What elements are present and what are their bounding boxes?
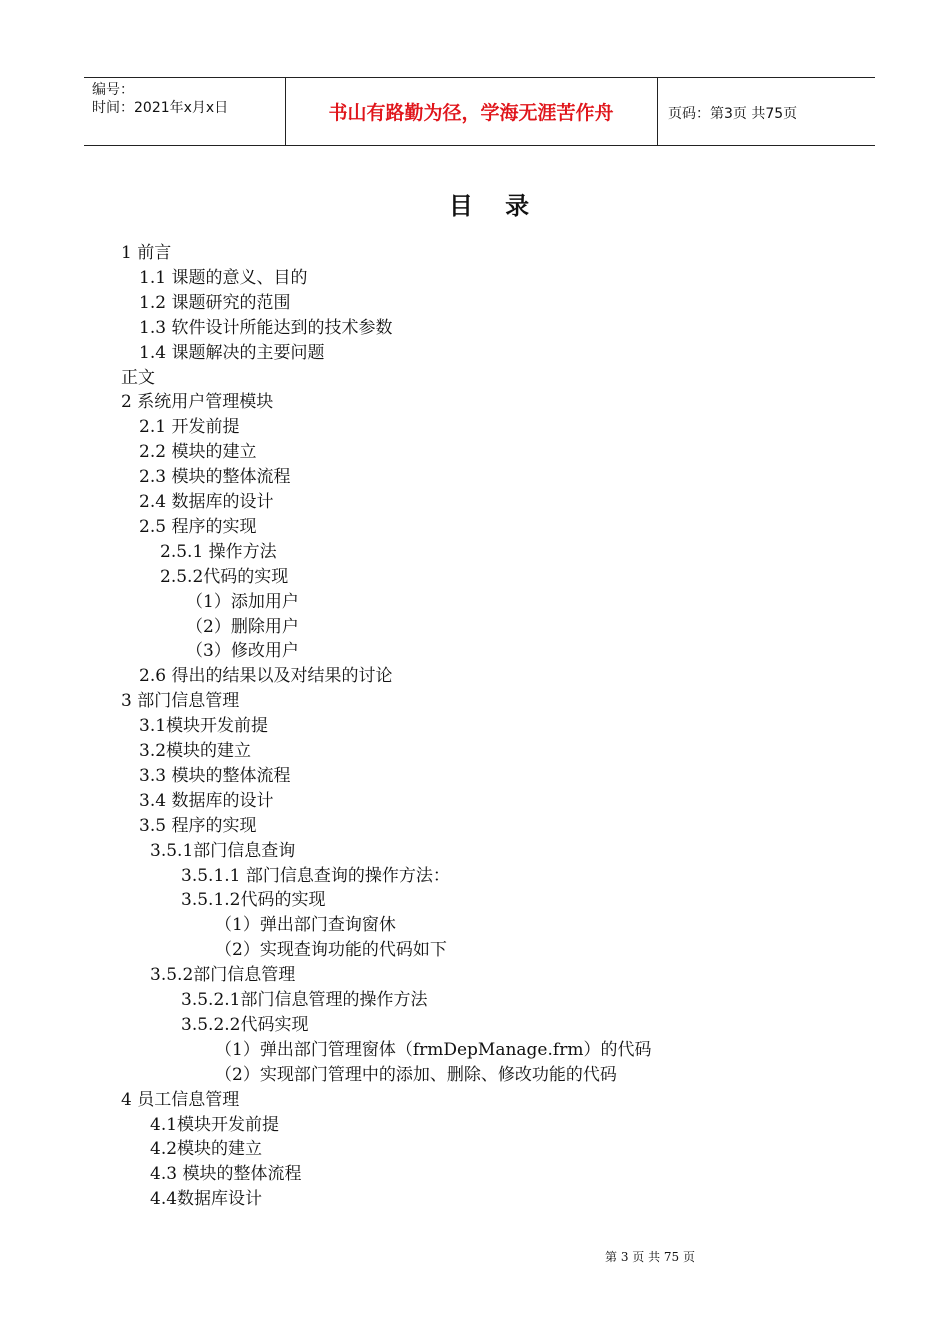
toc-entry: 4.1模块开发前提 <box>150 1114 280 1135</box>
toc-entry: 3.5.1.2代码的实现 <box>181 890 326 911</box>
toc-entry: （1）弹出部门管理窗体（frmDepManage.frm）的代码 <box>215 1039 652 1060</box>
header-page-info: 页码：第3页 共75页 <box>668 106 798 122</box>
toc-entry: 4.4数据库设计 <box>150 1189 263 1210</box>
toc-entry: （1）弹出部门查询窗休 <box>215 915 396 936</box>
toc-entry: 3.4 数据库的设计 <box>139 790 274 811</box>
toc-entry: 1.1 课题的意义、目的 <box>139 267 308 288</box>
toc-entry: 3.5.2.2代码实现 <box>181 1014 309 1035</box>
toc-entry: 2 系统用户管理模块 <box>121 392 274 413</box>
toc-entry: （2）实现部门管理中的添加、删除、修改功能的代码 <box>215 1064 617 1085</box>
toc-entry: 1.4 课题解决的主要问题 <box>139 342 325 363</box>
toc-entry: （3）修改用户 <box>186 641 299 662</box>
toc-entry: 4 员工信息管理 <box>121 1089 240 1110</box>
header-left-cell <box>84 78 286 145</box>
toc-entry: 4.2模块的建立 <box>150 1139 263 1160</box>
toc-entry: （2）删除用户 <box>186 616 299 637</box>
toc-entry: 2.5.1 操作方法 <box>160 541 277 562</box>
header-page-cell <box>658 78 875 145</box>
toc-entry: 3.5.1部门信息查询 <box>150 840 296 861</box>
document-number-label: 编号： <box>92 82 134 98</box>
toc-entry: 2.5.2代码的实现 <box>160 566 289 587</box>
header-motto: 书山有路勤为径，学海无涯苦作舟 <box>328 102 614 124</box>
toc-entry: （1）添加用户 <box>186 591 299 612</box>
toc-entry: 3.2模块的建立 <box>139 741 252 761</box>
toc-entry: 3.3 模块的整体流程 <box>139 765 291 786</box>
document-time-label: 时间：2021年x月x日 <box>92 100 229 116</box>
toc-entry: 1.2 课题研究的范围 <box>139 292 291 313</box>
toc-entry: 1.3 软件设计所能达到的技术参数 <box>139 317 393 338</box>
toc-entry: 3 部门信息管理 <box>121 691 240 712</box>
toc-entry: 3.5.1.1 部门信息查询的操作方法： <box>181 865 450 886</box>
toc-entry: （2）实现查询功能的代码如下 <box>215 940 447 961</box>
toc-entry: 2.2 模块的建立 <box>139 442 257 463</box>
toc-entry: 2.6 得出的结果以及对结果的讨论 <box>139 666 393 687</box>
header-motto-cell <box>285 78 658 145</box>
toc-entry: 3.1模块开发前提 <box>139 716 269 737</box>
toc-title: 目 录 <box>448 192 542 220</box>
toc-entry: 2.5 程序的实现 <box>139 516 257 537</box>
toc-entry: 2.4 数据库的设计 <box>139 492 274 512</box>
toc-entry: 4.3 模块的整体流程 <box>150 1164 302 1185</box>
toc-entry: 3.5.2部门信息管理 <box>150 965 296 986</box>
toc-entry: 1 前言 <box>121 243 172 263</box>
page-footer: 第 3 页 共 75 页 <box>605 1250 695 1264</box>
toc-entry: 3.5.2.1部门信息管理的操作方法 <box>181 990 428 1010</box>
header-table <box>84 77 875 146</box>
toc-entry: 2.1 开发前提 <box>139 417 240 438</box>
toc-entry: 2.3 模块的整体流程 <box>139 467 291 488</box>
toc-entry: 3.5 程序的实现 <box>139 815 257 836</box>
toc-entry: 正文 <box>121 367 155 388</box>
